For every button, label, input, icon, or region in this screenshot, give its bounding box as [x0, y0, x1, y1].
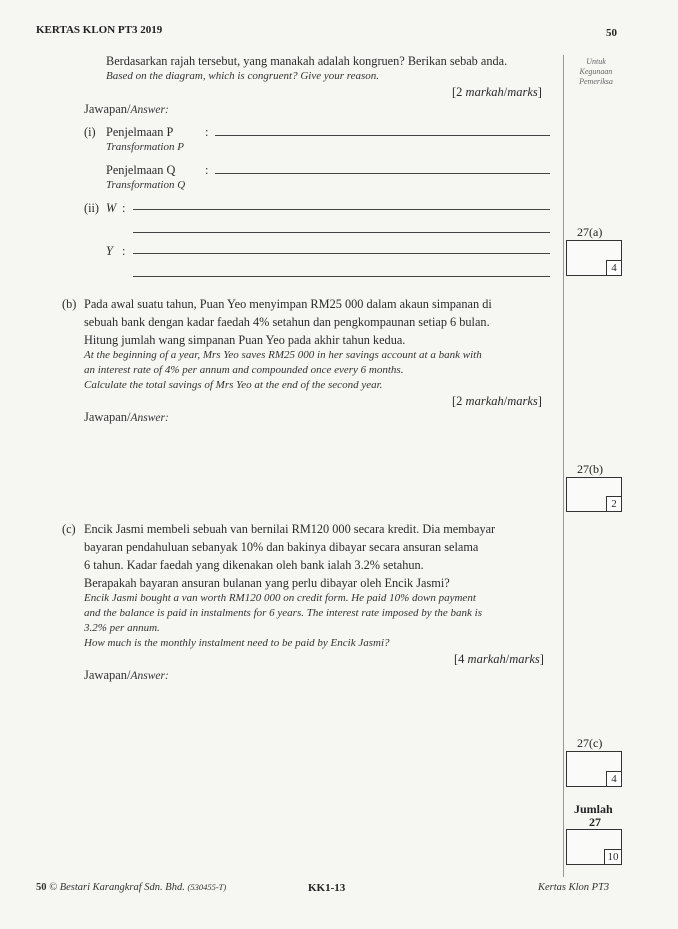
marks-ms: markah: [465, 85, 504, 99]
part-b-ms-line-2: sebuah bank dengan kadar faedah 4% setahun dan pengkompaunan setiap 6 bulan.: [84, 315, 490, 329]
transform-q-colon: :: [205, 163, 209, 177]
examiner-label-line-2: Kegunaan: [579, 67, 613, 76]
answer-line-w-2[interactable]: [133, 232, 550, 233]
part-c-ms-line-1: Encik Jasmi membeli sebuah van bernilai RM120 000 secara kredit. Dia membayar: [84, 522, 496, 536]
part-b-en-line-2: an interest rate of 4% per annum and compounded once every 6 months.: [84, 364, 404, 376]
marks-ms: markah: [465, 394, 504, 408]
footer-publisher: 50 © Bestari Karangkraf Sdn. Bhd. (530455-T): [36, 882, 227, 893]
max-score-total: 10: [604, 849, 621, 864]
max-score-27c: 4: [606, 771, 621, 786]
y-label: Y: [106, 244, 113, 258]
part-c-en-line-3: 3.2% per annum.: [84, 622, 160, 634]
marks-suffix: ]: [537, 85, 542, 99]
footer-right: Kertas Klon PT3: [538, 882, 610, 893]
part-a-question-en: Based on the diagram, which is congruent? Give your reason.: [106, 70, 380, 82]
part-b-ms-line-3: Hitung jumlah wang simpanan Puan Yeo pada akhir tahun kedua.: [84, 333, 406, 347]
part-c-en-line-2: and the balance is paid in instalments for 6 years. The interest rate imposed by the bank is: [84, 607, 482, 619]
part-c-ms-line-2: bayaran pendahuluan sebanyak 10% dan bakinya dibayar secara ansuran selama: [84, 540, 479, 554]
y-colon: :: [122, 244, 126, 258]
answer-en: Answer:: [130, 412, 169, 424]
score-label-27a: [577, 225, 602, 240]
qnum-27a: 27(a): [577, 225, 603, 239]
marks-prefix: [2: [452, 394, 463, 408]
part-a-question-ms: Berdasarkan rajah tersebut, yang manakah adalah kongruen? Berikan sebab anda.: [106, 54, 508, 68]
part-a-marks: [452, 85, 542, 100]
page-number: 50: [606, 27, 617, 39]
part-a-i-label: (i): [84, 125, 96, 139]
total-qnum: 27: [589, 815, 601, 829]
examiner-column-rule: [563, 55, 564, 877]
answer-ms: Jawapan/: [84, 102, 131, 116]
marks-en: marks: [507, 85, 538, 99]
score-label-27b: [577, 462, 603, 477]
transform-q-ms: Penjelmaan Q: [106, 163, 176, 177]
examiner-label-line-3: Pemeriksa: [579, 77, 613, 86]
answer-line-transform-p[interactable]: [215, 135, 550, 136]
answer-line-y-2[interactable]: [133, 276, 550, 277]
score-box-27c[interactable]: [566, 751, 622, 787]
examiner-column-label: [561, 57, 631, 87]
answer-ms: Jawapan/: [84, 668, 131, 682]
marks-en: marks: [507, 394, 538, 408]
footer-left-small: (530455-T): [187, 882, 227, 892]
part-c-label: (c): [62, 522, 76, 536]
score-box-27b[interactable]: [566, 477, 622, 512]
answer-line-w-1[interactable]: [133, 209, 550, 210]
answer-en: Answer:: [130, 104, 169, 116]
transform-p-colon: :: [205, 125, 209, 139]
answer-line-y-1[interactable]: [133, 253, 550, 254]
marks-prefix: [2: [452, 85, 463, 99]
part-a-answer-label: [84, 102, 169, 117]
score-box-27a[interactable]: [566, 240, 622, 276]
part-a-ii-label: (ii): [84, 201, 100, 215]
score-box-total[interactable]: [566, 829, 622, 865]
transform-q-en: Transformation Q: [106, 179, 186, 191]
marks-prefix: [4: [454, 652, 465, 666]
total-label: Jumlah: [574, 802, 613, 816]
score-label-27c: [577, 736, 602, 751]
qnum-27c: 27(c): [577, 736, 603, 750]
qnum-27b: 27(b): [577, 462, 603, 476]
part-c-ms-line-4: Berapakah bayaran ansuran bulanan yang perlu dibayar oleh Encik Jasmi?: [84, 576, 450, 590]
marks-en: marks: [509, 652, 540, 666]
part-b-ms-line-1: Pada awal suatu tahun, Puan Yeo menyimpan RM25 000 dalam akaun simpanan di: [84, 297, 492, 311]
part-b-en-line-1: At the beginning of a year, Mrs Yeo saves RM25 000 in her savings account at a bank with: [84, 349, 482, 361]
part-b-answer-label: [84, 410, 169, 425]
part-c-answer-label: [84, 668, 169, 683]
max-score-27a: 4: [606, 260, 621, 275]
footer-code: KK1-13: [308, 882, 346, 894]
part-b-marks: [2 markah/marks]: [452, 394, 542, 408]
max-score-27b: 2: [606, 496, 621, 511]
answer-en: Answer:: [130, 670, 169, 682]
part-c-en-line-4: How much is the monthly instalment need to be paid by Encik Jasmi?: [84, 637, 390, 649]
transform-p-ms: Penjelmaan P: [106, 125, 174, 139]
part-c-ms-line-3: 6 tahun. Kadar faedah yang dikenakan oleh bank ialah 3.2% setahun.: [84, 558, 424, 572]
examiner-label-line-1: Untuk: [586, 57, 606, 66]
w-colon: :: [122, 201, 126, 215]
header-title: KERTAS KLON PT3 2019: [36, 24, 163, 36]
answer-line-transform-q[interactable]: [215, 173, 550, 174]
part-b-label: (b): [62, 297, 77, 311]
marks-ms: markah: [467, 652, 506, 666]
footer-left: © Bestari Karangkraf Sdn. Bhd.: [49, 882, 185, 893]
marks-sep: /: [503, 85, 508, 99]
transform-p-en: Transformation P: [106, 141, 184, 153]
part-c-en-line-1: Encik Jasmi bought a van worth RM120 000 on credit form. He paid 10% down payment: [84, 592, 476, 604]
w-label: W: [106, 201, 117, 215]
part-b-en-line-3: Calculate the total savings of Mrs Yeo at the end of the second year.: [84, 379, 383, 391]
part-c-marks: [4 markah/marks]: [454, 652, 544, 666]
answer-ms: Jawapan/: [84, 410, 131, 424]
